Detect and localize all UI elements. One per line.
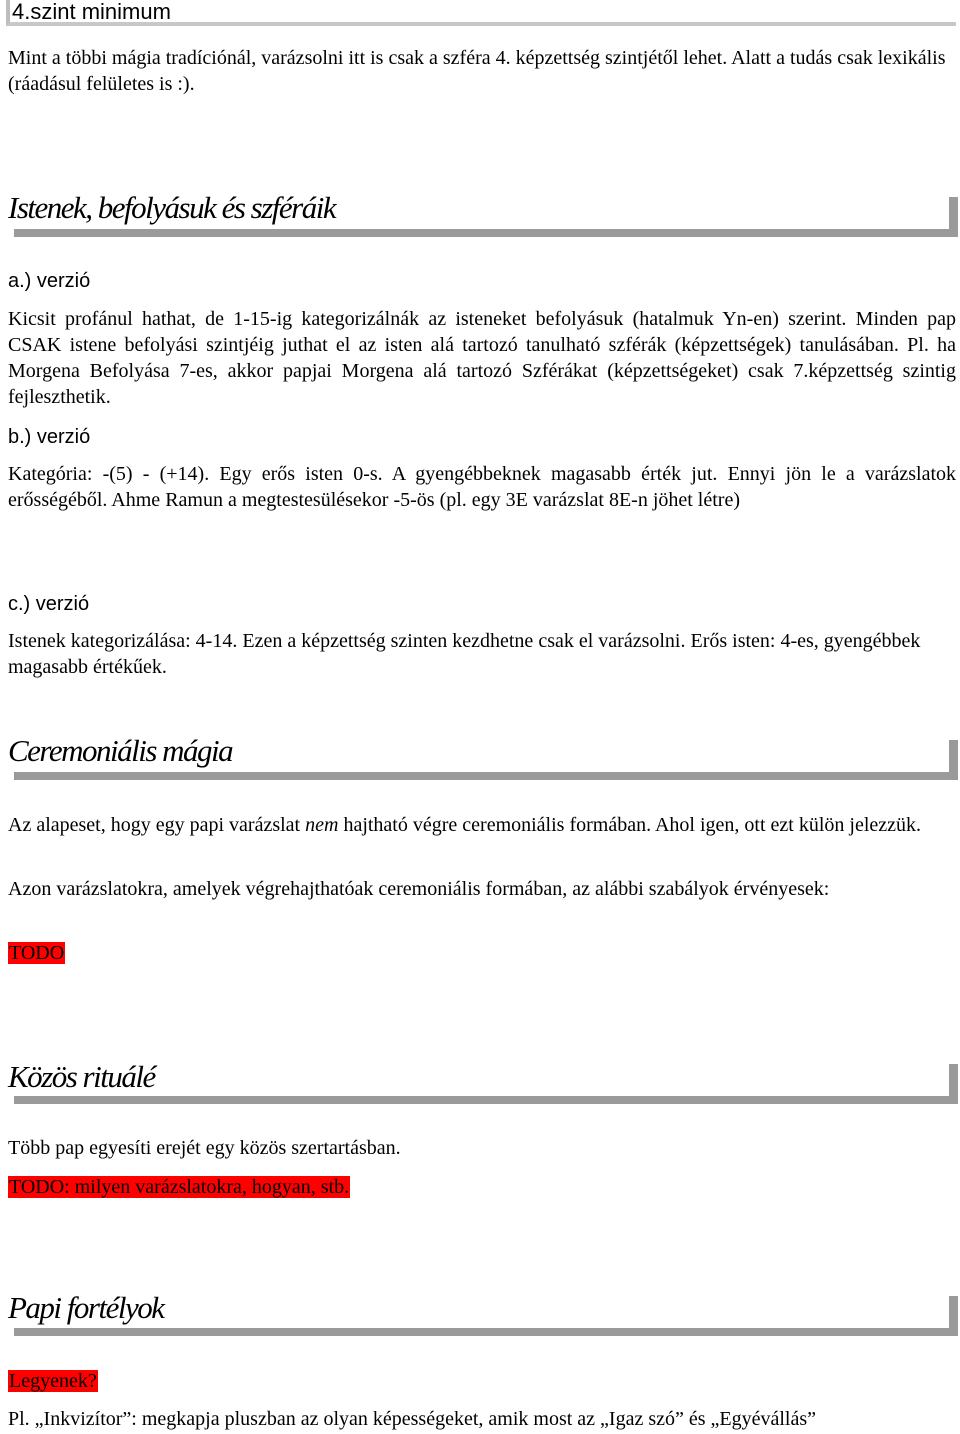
version-b-text: Kategória: -(5) - (+14). Egy erős isten 0-s. A gyengébbeknek magasabb érték jut. Ennyi jön le a varázslatok erősségéből. Ahme Ramun a megtestesülésekor -5-ös (pl. egy 3E varázslat 8E-n jöhet létre) [8, 463, 956, 511]
ceremonialis-p1-after: hajtható végre ceremoniális formában. Ahol igen, ott ezt külön jelezzük. [338, 814, 922, 836]
fortelyok-todo-line [8, 1368, 956, 1394]
todo-highlight: TODO: milyen varázslatokra, hogyan, stb. [9, 1176, 350, 1198]
section-title-kozos: Közös rituálé [8, 1059, 155, 1094]
ceremonialis-paragraph-2: Azon varázslatokra, amelyek végrehajthatóak ceremoniális formában, az alábbi szabályok érvényesek: [8, 878, 830, 900]
kozos-todo-line [8, 1174, 956, 1200]
version-b-label: b.) verzió [8, 426, 91, 448]
section-rule [14, 229, 958, 237]
section-rule [14, 1328, 958, 1336]
version-a-label: a.) verzió [8, 270, 91, 292]
szint-paragraph: Mint a többi mágia tradíciónál, varázsolni itt is csak a szféra 4. képzettség szintjétől lehet. Alatt a tudás csak lexikális (ráadásul felületes is :). [8, 47, 946, 95]
ceremonialis-p1-emphasis: nem [305, 814, 339, 836]
section-rule-end [949, 197, 958, 237]
version-c-text: Istenek kategorizálása: 4-14. Ezen a képzettség szinten kezdhetne csak el varázsolni. Erős isten: 4-es, gyengébbek magasabb értékűek. [8, 630, 921, 678]
fortelyok-paragraph: Pl. „Inkvizítor”: megkapja pluszban az olyan képességeket, amik most az „Igaz szó” és „Egyévállás” [8, 1408, 817, 1430]
ceremonialis-paragraph-1 [8, 812, 956, 838]
kozos-paragraph: Több pap egyesíti erejét egy közös szertartásban. [8, 1137, 401, 1159]
version-c-label: c.) verzió [8, 593, 90, 615]
section-rule [14, 1096, 958, 1104]
subsection-heading: 4.szint minimum [6, 0, 956, 26]
section-rule-end [949, 1296, 958, 1336]
section-title-ceremonialis: Ceremoniális mágia [8, 733, 233, 768]
section-rule [14, 772, 958, 780]
section-title-fortelyok: Papi fortélyok [8, 1290, 164, 1325]
todo-highlight: Legyenek? [9, 1370, 97, 1392]
ceremonialis-todo-line [8, 940, 956, 966]
todo-highlight: TODO [9, 942, 65, 964]
version-a-text: Kicsit profánul hathat, de 1-15-ig kategorizálnák az isteneket befolyásuk (hatalmuk Yn-en) szerint. Minden pap CSAK istene befolyási szintjéig juthat el az isten alá tartozó tanulható szférák (képzettségek) tanulásában. Pl. ha Morgena Befolyása 7-es, akkor papjai Morgena alá tartozó Szférákat (képzettségeket) csak 7.képzettség szintig fejleszthetik. [8, 308, 956, 408]
section-title-istenek: Istenek, befolyásuk és szféráik [8, 190, 336, 225]
section-rule-end [949, 740, 958, 780]
section-rule-end [949, 1064, 958, 1104]
ceremonialis-p1-before: Az alapeset, hogy egy papi varázslat [8, 814, 306, 836]
